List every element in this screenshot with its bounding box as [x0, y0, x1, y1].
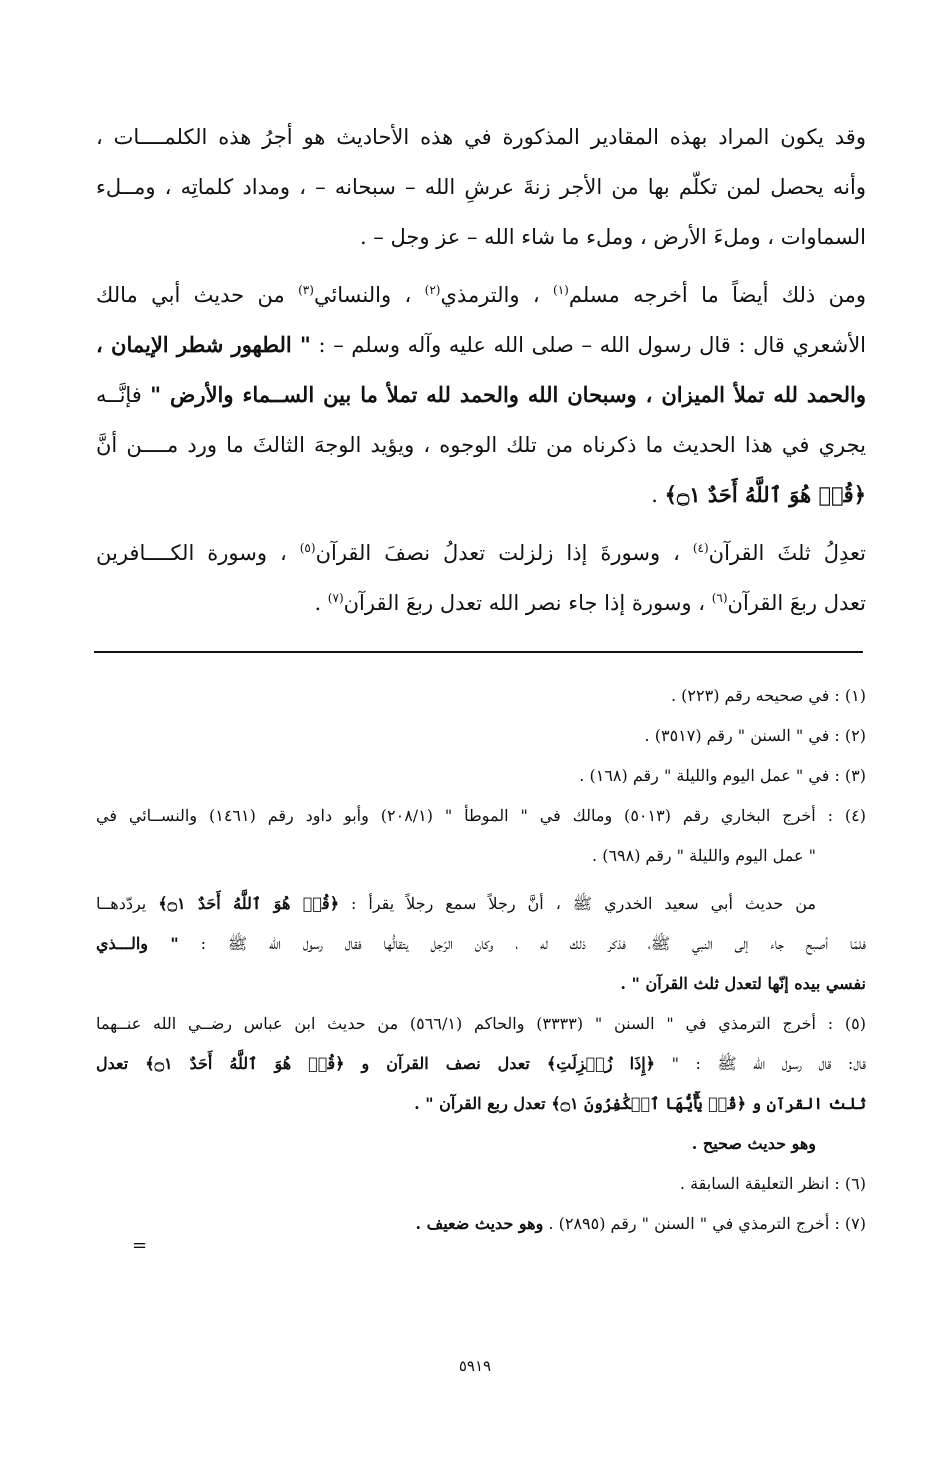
quran-verse: ﴿قُلۡ يَٰٓأَيُّهَا ٱلۡكَٰفِرُونَ ۝١﴾ — [551, 1094, 747, 1113]
hadith-quote: والحمد لله تملأ الميزان ، وسبحان الله والحمد لله تملأ ما بين الســماء والأرض " — [150, 382, 866, 407]
quran-verse: ﴿إِذَا زُلۡزِلَتِ﴾ — [546, 1054, 656, 1073]
quran-verse: ﴿قُلۡ هُوَ ٱللَّهُ أَحَدٌ ۝١﴾ — [664, 482, 866, 507]
grading-note: وهو حديث ضعيف . — [415, 1214, 544, 1233]
footnote-line — [96, 1044, 866, 1084]
footnote-3: (٣) : في " عمل اليوم والليلة " رقم (١٦٨) . — [579, 766, 866, 785]
footnote-ref-6[interactable]: (٦) — [711, 591, 728, 605]
footnote-divider — [94, 651, 863, 653]
hadith-quote: تعدل نصف القرآن و — [344, 1054, 547, 1073]
footnote-line: (٥) : أخرج الترمذي في " السنن " (٣٣٣٣) والحاكم (٥٦٦/١) من حديث ابن عباس رضــي الله عنــهما — [96, 1014, 867, 1033]
footnote-7 — [96, 1204, 866, 1244]
footnote-line — [96, 1084, 866, 1124]
text-run: فلمّا أصبح جاء إلى النبي ﷺ، فذكر ذلك له ، وكان الرّجل يتقالُّها فقال رسول الله ﷺ : — [178, 934, 867, 953]
text-line — [96, 528, 866, 578]
footnote-5 — [96, 1004, 866, 1164]
footnote-ref-4[interactable]: (٤) — [692, 541, 709, 555]
paragraph-1 — [96, 112, 866, 262]
footnote-line: " عمل اليوم والليلة " رقم (٦٩٨) . — [592, 846, 816, 865]
text-run: . — [651, 483, 665, 507]
text-run: ومن ذلك أيضاً ما أخرجه مسلم — [568, 283, 866, 307]
text-run: تعدِلُ ثلثَ القرآن — [708, 541, 866, 565]
hadith-quote: " والـــذي — [96, 934, 179, 953]
text-line: السماوات ، وملءَ الأرض ، وملء ما شاء الله – عز وجل – . — [359, 225, 866, 249]
continuation-mark: = — [132, 1235, 148, 1256]
text-line — [96, 270, 866, 320]
text-run: فإنَّــه — [96, 383, 151, 407]
text-run: ، والترمذي — [440, 283, 554, 307]
text-run: . — [314, 591, 328, 615]
text-run: تعدل ربعَ القرآن — [727, 591, 866, 615]
main-text — [96, 112, 866, 628]
quran-verse: ﴿قُلۡ هُوَ ٱللَّهُ أَحَدٌ ۝١﴾ — [158, 894, 340, 913]
text-line — [96, 320, 866, 370]
footnotes — [96, 676, 866, 1244]
text-line: وأنه يحصل لمن تكلّم بها من الأجر زنةَ عرشِ الله – سبحانه – ، ومداد كلماتِه ، ومــلء — [96, 175, 866, 199]
footnote-ref-2[interactable]: (٢) — [424, 283, 441, 297]
text-run: من حديث أبي سعيد الخدري ﷺ ، أنَّ رجلاً سمع رجلاً يقرأ : — [339, 894, 817, 913]
text-line — [96, 578, 866, 628]
hadith-quote: تعدل ربع القرآن " . — [414, 1094, 552, 1113]
footnote-ref-1[interactable]: (١) — [553, 283, 569, 297]
footnote-line — [96, 924, 866, 964]
text-run: الأشعري قال : قال رسول الله – صلى الله عليه وآله وسلم – : — [310, 333, 867, 357]
footnote-line — [96, 884, 866, 924]
footnote-2: (٢) : في " السنن " رقم (٣٥١٧) . — [644, 726, 866, 745]
footnote-6: (٦) : انظر التعليقة السابقة . — [679, 1174, 866, 1193]
quran-verse: ﴿قُلۡ هُوَ ٱللَّهُ أَحَدٌ ۝١﴾ — [145, 1054, 345, 1073]
text-run: من حديث أبي مالك — [96, 283, 299, 307]
text-run: ، والنسائي — [313, 283, 425, 307]
text-run: ، وسورة الكــــافرين — [96, 541, 300, 565]
hadith-quote: ثلث القرآن و — [746, 1094, 866, 1113]
text-line: يجري في هذا الحديث ما ذكرناه من تلك الوجوه ، ويؤيد الوجهَ الثالثَ ما ورد مــــن أنَّ — [96, 433, 866, 457]
hadith-quote: تعدل — [96, 1054, 146, 1073]
text-run: ، وسورةَ إذا زلزلت تعدلُ نصفَ القرآن — [315, 541, 693, 565]
footnote-ref-5[interactable]: (٥) — [299, 541, 316, 555]
footnote-line: (٤) : أخرج البخاري رقم (٥٠١٣) ومالك في " الموطأ " (٢٠٨/١) وأبو داود رقم (١٤٦١) والنســائي في — [96, 806, 867, 825]
page-number: ٥٩١٩ — [458, 1357, 492, 1375]
hadith-quote: " الطهور شطر الإيمان ، — [96, 332, 311, 357]
text-line — [96, 370, 866, 420]
text-run: يردّدهــا — [96, 894, 159, 913]
paragraph-3 — [96, 528, 866, 628]
text-line — [96, 470, 866, 520]
text-run: ، وسورة إذا جاء نصر الله تعدل ربعَ القرآن — [343, 591, 712, 615]
footnote-1: (١) : في صحيحه رقم (٢٢٣) . — [670, 686, 866, 705]
footnote-4 — [96, 796, 866, 1004]
footnote-ref-3[interactable]: (٣) — [298, 283, 314, 297]
footnote-line: نفسي بيده إنّها لتعدل ثلث القرآن " . — [620, 974, 866, 993]
text-line: وقد يكون المراد بهذه المقادير المذكورة في هذه الأحاديث هو أجرُ هذه الكلمــــات ، — [96, 125, 866, 149]
text-run: قال: قال رسول الله ﷺ : " — [655, 1054, 867, 1073]
footnote-ref-7[interactable]: (٧) — [327, 591, 344, 605]
footnote-line: وهو حديث صحيح . — [691, 1134, 816, 1153]
text-run: (٧) : أخرج الترمذي في " السنن " رقم (٢٨٩٥) . — [543, 1214, 866, 1233]
paragraph-2 — [96, 270, 866, 520]
